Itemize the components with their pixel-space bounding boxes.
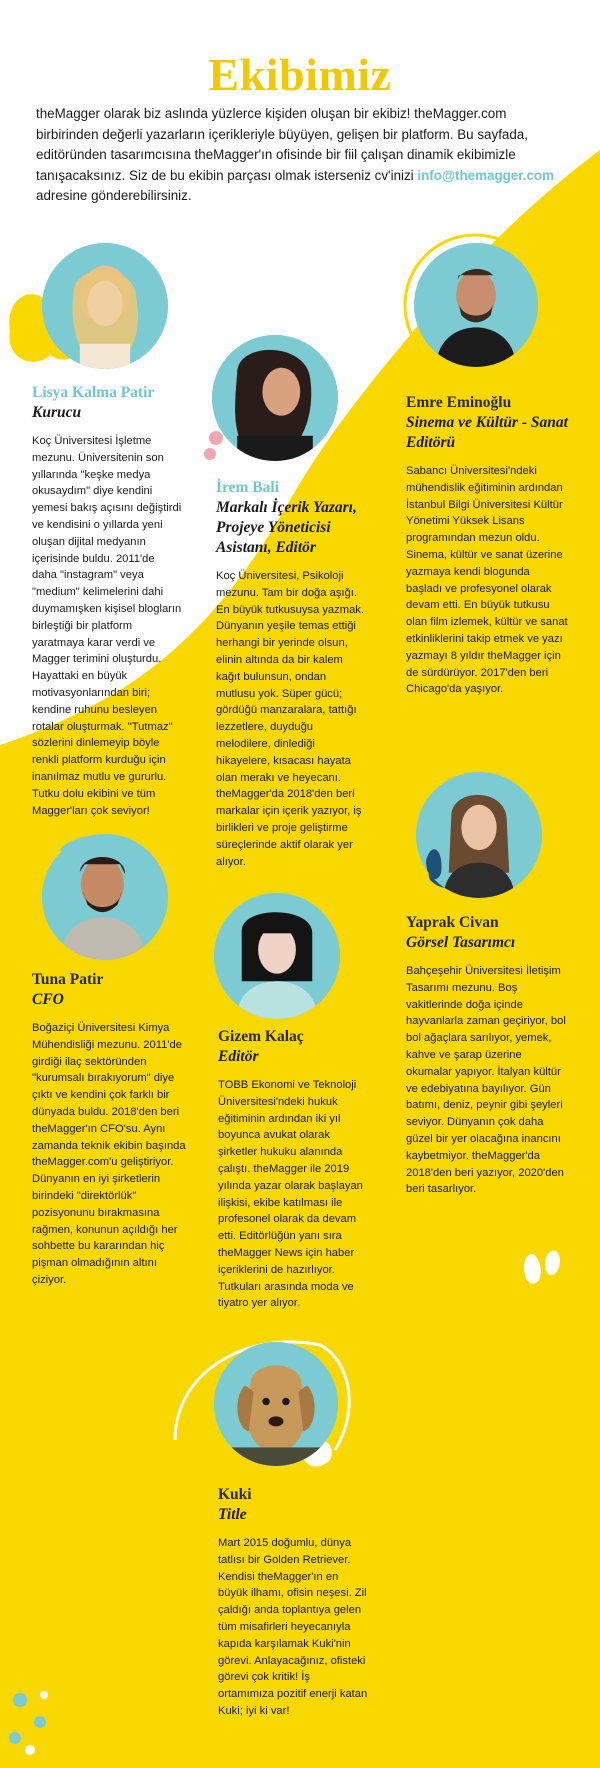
avatar-irem: [212, 335, 338, 461]
member-gizem: [218, 1027, 368, 1312]
intro-tail: adresine gönderebilirsiniz.: [36, 188, 192, 203]
member-role: Görsel Tasarımcı: [406, 934, 516, 951]
member-name: Tuna Patir: [32, 971, 104, 988]
intro-paragraph: [36, 104, 564, 207]
member-role: Kurucu: [32, 404, 82, 421]
member-yaprak: [406, 913, 568, 1198]
member-name: Lisya Kalma Patir: [32, 384, 155, 401]
member-bio: Sabancı Üniversitesi'ndeki mühendislik eğitiminin ardından İstanbul Bilgi Üniversitesi Kültür Yönetimi Yüksek Lisans programından mezun oldu. Sinema, kültür ve sanat üzerine yazmaya kendi blogunda başladı ve profesyonel olarak devam etti. En büyük tutkusu olan film izlemek, kültür ve sanat etkinliklerini takip etmek ve yazı yazmayı 8 yıldır theMagger için de sürdürüyor. 2017'den beri Chicago'da yaşıyor.: [406, 465, 568, 696]
member-name: Kuki: [218, 1486, 252, 1503]
member-name: İrem Bali: [216, 479, 279, 496]
member-bio: TOBB Ekonomi ve Teknoloji Üniversitesi'ndeki hukuk eğitiminin ardından iki yıl boyunca avukat olarak şirketler hukuku alanında çalıştı. theMagger ile 2019 yılında yazar olarak başlayan ilişkisi, ekibe katılması ile profesonel olarak da devam etti. Editörlüğün yanı sıra theMagger News için haber içeriklerini de hazırlıyor. Tutkuları arasında moda ve tiyatro yer alıyor.: [218, 1079, 363, 1310]
member-name: Gizem Kalaç: [218, 1028, 304, 1045]
member-role: Editör: [218, 1048, 259, 1065]
member-emre: [406, 393, 568, 698]
member-tuna: [32, 970, 192, 1289]
member-role: Markalı İçerik Yazarı, Projeye Yöneticisi Asistanı, Editör: [216, 499, 357, 556]
member-bio: Mart 2015 doğumlu, dünya tatlısı bir Golden Retriever. Kendisi theMagger'ın en büyük ilhamı, ofisin neşesi. Zil çaldığı anda toplantıya gelen tüm misafirleri heyecanıyla kapıda karşılamak Kuki'nin görevi. Anlayacağınız, ofisteki görevi çok kritik! İş ortamımıza pozitif enerji katan Kuki; iyi ki var!: [218, 1537, 368, 1717]
avatar-kuki: [214, 1342, 338, 1466]
member-name: Yaprak Civan: [406, 914, 499, 931]
contact-email-link[interactable]: info@themagger.com: [417, 167, 554, 183]
member-bio: Boğaziçi Üniversitesi Kimya Mühendisliği mezunu. 2011'de girdiği ilaç sektöründen "kurumsalı bırakıyorum" diye çıktı ve kendini çok farklı bir dünyada buldu. 2018'den beri theMagger'ın CFO'su. Aynı zamanda teknik ekibin başında theMagger.com'u geliştiriyor. Dünyanın en iyi şirketlerin birindeki "direktörlük" pozisyonunu bırakmasına rağmen, konunun açıldığı her sohbette bu kararından hiç pişman olmadığının altını çiziyor.: [32, 1022, 186, 1286]
avatar-gizem: [214, 893, 340, 1019]
intro-text: theMagger olarak biz aslında yüzlerce kişiden oluşan bir ekibiz! theMagger.com birbirinden değerli yazarların içerikleriyle büyüyen, gelişen bir platform. Bu sayfada, editöründen tasarımcısına theMagger'ın ofisinde bir fiil çalışan dinamik ekibimizle tanışacaksınız. Siz de bu ekibin parçası olmak isterseniz cv'inizi: [36, 106, 528, 183]
avatar-emre: [414, 243, 538, 367]
avatar-tuna: [42, 834, 168, 960]
member-irem: [216, 478, 366, 870]
member-role: Title: [218, 1506, 247, 1523]
page-title: Ekibimiz: [208, 49, 392, 100]
member-bio: Bahçeşehir Üniversitesi İletişim Tasarımı mezunu. Boş vakitlerinde doğa içinde hayvanlarla zaman geçiriyor, bol bol ağaçlara sarılıyor, yemek, kahve ve şarap üzerine okumalar yapıyor. İtalyan kültür ve edebiyatına bayılıyor. Gün batımı, deniz, peynir gibi şeyleri seviyor. Dünyanın çok daha güzel bir yer olacağına inancını kaybetmiyor. theMagger'da 2018'den beri yazıyor, 2020'den beri tasarlıyor.: [406, 965, 566, 1196]
avatar-lisya: [42, 243, 168, 369]
avatar-yaprak: [416, 772, 542, 898]
member-bio: Koç Üniversitesi İşletme mezunu. Üniversitenin son yıllarında "keşke medya okusaydım" diye kendini yemesi bakış açısını değiştirdi ve kendisini o yıllarda yeni oluşan dijital medyanın içerisinde buldu. 2011'de daha "instagram" veya "medium" kelimelerini dahi duymamışken kişisel blogların birleştiği bir platform yaratmaya karar verdi ve Magger terimini oluşturdu. Hayattaki en büyük motivasyonlarından biri; kendine ruhunu besleyen rotalar oluşturmak. "Tutmaz" sözlerini dinlemeyip böyle renkli platform kurduğu için inanılmaz mutlu ve gururlu. Tutku dolu ekibini ve tüm Magger'ları çok seviyor!: [32, 435, 182, 817]
member-kuki: [218, 1485, 368, 1720]
member-role: Sinema ve Kültür - Sanat Editörü: [406, 414, 568, 451]
member-role: CFO: [32, 991, 64, 1008]
member-lisya: [32, 383, 182, 819]
member-bio: Koç Üniversitesi, Psikoloji mezunu. Tam bir doğa aşığı. En büyük tutkusuysa yazmak. Dünyanın yeşile temas ettiği herhangi bir yerinde olsun, elinin altında da bir kalem kağıt bulunsun, ondan mutlusu yok. Süper gücü; gördüğü manzaralara, tattığı lezzetlere, duyduğu melodilere, dinlediği hikayelere, kısacası hayata olan merakı ve heyecanı. theMagger'da 2018'den beri markalar için içerik yazıyor, iş birlikleri ve proje geliştirme süreçlerinde aktif olarak yer alıyor.: [216, 570, 364, 868]
member-name: Emre Eminoğlu: [406, 394, 512, 411]
